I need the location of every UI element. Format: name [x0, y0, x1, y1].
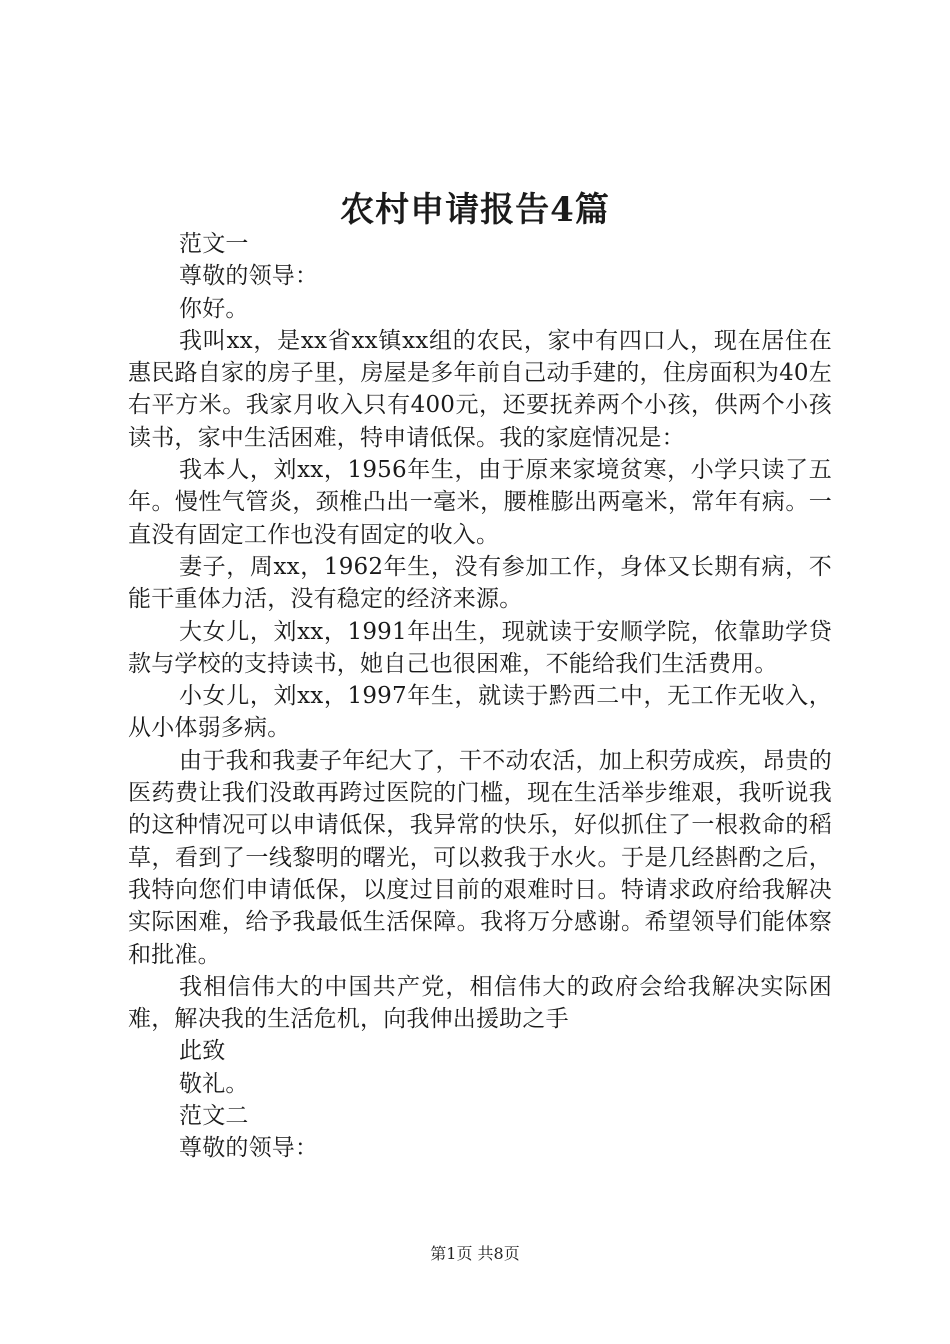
paragraph-heading-sample-1: 范文一 [179, 231, 249, 257]
document-title: 农村申请报告4篇 [340, 190, 610, 230]
paragraph-intro: 我叫xx，是xx省xx镇xx组的农民，家中有四口人，现在居住在惠民路自家的房子里，房屋是多年前自己动手建的，住房面积为40左右平方米。我家月收入只有400元，还要抚养两个小孩，供两个小孩读书，家中生活困难，特申请低保。我的家庭情况是： [128, 327, 832, 451]
paragraph-salutation: 尊敬的领导： [179, 263, 319, 290]
paragraph-heading-sample-2: 范文二 [179, 1103, 249, 1130]
paragraph-closing: 此致 [179, 1038, 226, 1065]
paragraph-salutation-2: 尊敬的领导： [179, 1135, 319, 1162]
paragraph-self: 我本人，刘xx，1956年生，由于原来家境贫寒，小学只读了五年。慢性气管炎，颈椎凸出一毫米，腰椎膨出两毫米，常年有病。一直没有固定工作也没有固定的收入。 [128, 457, 832, 548]
paragraph-greeting: 你好。 [179, 295, 249, 322]
paragraph-wife: 妻子，周xx，1962年生，没有参加工作，身体又长期有病，不能干重体力活，没有稳定的经济来源。 [128, 553, 832, 613]
paragraph-belief: 我相信伟大的中国共产党，相信伟大的政府会给我解决实际困难，解决我的生活危机，向我伸出援助之手 [128, 973, 832, 1033]
paragraph-regards: 敬礼。 [179, 1070, 249, 1097]
page-footer: 第1页 共8页 [430, 1244, 520, 1263]
paragraph-elder-daughter: 大女儿，刘xx，1991年出生，现就读于安顺学院，依靠助学贷款与学校的支持读书，她自己也很困难，不能给我们生活费用。 [128, 618, 832, 677]
paragraph-younger-daughter: 小女儿，刘xx，1997年生，就读于黔西二中，无工作无收入，从小体弱多病。 [128, 683, 832, 742]
document-body [128, 228, 832, 1165]
paragraph-request: 由于我和我妻子年纪大了，干不动农活，加上积劳成疾，昂贵的医药费让我们没敢再跨过医院的门槛，现在生活举步维艰，我听说我的这种情况可以申请低保，我异常的快乐，好似抓住了一根救命的稻草，看到了一线黎明的曙光，可以救我于水火。于是几经斟酌之后，我特向您们申请低保，以度过目前的艰难时日。特请求政府给我解决实际困难，给予我最低生活保障。我将万分感谢。希望领导们能体察和批准。 [128, 747, 832, 968]
